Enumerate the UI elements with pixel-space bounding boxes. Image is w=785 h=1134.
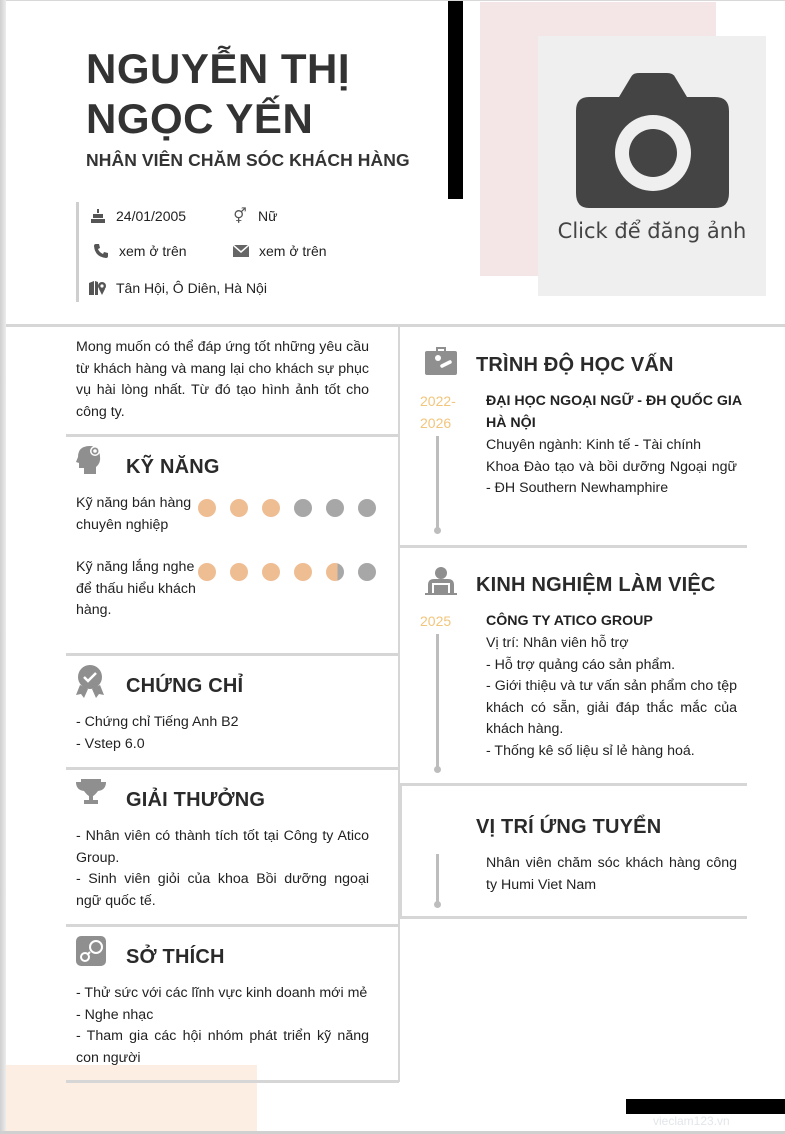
skill-rating [198, 563, 376, 581]
phone: xem ở trên [92, 243, 187, 259]
skills-title: KỸ NĂNG [126, 456, 220, 478]
skill-name: Kỹ năng bán hàng chuyên nghiệp [76, 495, 192, 533]
email: xem ở trên [232, 243, 327, 259]
birthday: 24/01/2005 [89, 208, 186, 224]
person-laptop-icon [425, 567, 453, 599]
steam-icon [76, 936, 104, 968]
watermark: vieclam123.vn [653, 1114, 730, 1128]
position-title: VỊ TRÍ ỨNG TUYỂN [476, 816, 662, 838]
rating-dot-filled [198, 499, 216, 517]
award-item: - Nhân viên có thành tích tốt tại Công ty Atico Group. [76, 828, 369, 866]
candidate-name: NGUYỄN THỊ NGỌC YẾN [86, 45, 351, 142]
phone-icon [92, 243, 110, 259]
section-divider [66, 767, 399, 770]
page-shadow [0, 0, 6, 1134]
certificate-badge-icon [76, 665, 104, 697]
section-divider [66, 434, 399, 437]
timeline-line [436, 854, 439, 904]
page-border [6, 0, 785, 1]
decor-bar [626, 1099, 785, 1114]
skill-name: Kỹ năng lắng nghe để thấu hiểu khách hàng. [76, 559, 196, 618]
section-divider [400, 916, 747, 919]
decor-block [6, 1065, 257, 1131]
mail-icon [232, 243, 250, 259]
photo-upload-label: Click để đăng ảnh [557, 219, 747, 243]
career-objective: Mong muốn có thể đáp ứng tốt những yêu cầu từ khách hàng và mang lại cho khách sự phục vụ hài lòng nhất. Từ đó tạo hình ảnh tốt cho công ty. [76, 339, 369, 420]
rating-dot-filled [230, 499, 248, 517]
photo-upload[interactable] [538, 36, 766, 296]
position-text: Nhân viên chăm sóc khách hàng công ty Humi Viet Nam [486, 855, 737, 893]
camera-icon [575, 73, 730, 209]
gender: ⚥ Nữ [231, 208, 277, 224]
hobby-item: - Thử sức với các lĩnh vực kinh doanh mới mẻ [76, 985, 368, 1001]
cake-icon [89, 208, 107, 224]
rating-dot-empty [294, 499, 312, 517]
section-divider [400, 545, 747, 548]
rating-dot-filled [294, 563, 312, 581]
section-divider [400, 783, 747, 786]
rating-dot-filled [262, 499, 280, 517]
education-title: TRÌNH ĐỘ HỌC VẤN [476, 354, 674, 376]
column-divider [398, 327, 400, 1082]
awards-title: GIẢI THƯỞNG [126, 789, 266, 811]
rating-dot-empty [358, 563, 376, 581]
section-divider [66, 924, 399, 927]
section-divider [66, 1080, 399, 1083]
company-name: CÔNG TY ATICO GROUP [486, 613, 653, 629]
contact-info [76, 202, 376, 302]
certificate-item: - Chứng chỉ Tiếng Anh B2 [76, 714, 239, 730]
school-name: ĐẠI HỌC NGOẠI NGỮ - ĐH QUỐC GIA HÀ NỘI [486, 393, 742, 431]
timeline-dot [434, 766, 441, 773]
decor-bar [448, 1, 463, 199]
rating-dot-empty [358, 499, 376, 517]
skill-rating [198, 499, 376, 517]
hobby-item: - Nghe nhạc [76, 1006, 154, 1023]
section-divider [66, 653, 399, 656]
education-years: 2022- 2026 [420, 393, 456, 431]
experience-year: 2025 [420, 613, 452, 629]
column-border [400, 783, 402, 919]
timeline-dot [434, 901, 441, 908]
certificates-list [76, 712, 369, 755]
rating-dot-partial [326, 563, 344, 581]
header-divider [6, 324, 785, 327]
education-details: Chuyên ngành: Kinh tế - Tài chính Khoa Đào tạo và bồi dưỡng Ngoại ngữ - ĐH Southern Newhamphire [486, 437, 737, 496]
head-lightbulb-icon [76, 443, 104, 475]
rating-dot-filled [230, 563, 248, 581]
certificates-title: CHỨNG CHỈ [126, 675, 244, 697]
timeline-dot [434, 527, 441, 534]
address: Tân Hội, Ô Diên, Hà Nội [89, 280, 267, 296]
timeline-line [436, 436, 439, 530]
briefcase-icon [425, 347, 453, 379]
award-item: - Sinh viên giỏi của khoa Bồi dưỡng ngoại ngữ quốc tế. [76, 871, 369, 909]
awards-list [76, 826, 369, 912]
hobbies-title: SỞ THÍCH [126, 946, 225, 968]
rating-dot-filled [198, 563, 216, 581]
hobbies-list [76, 983, 369, 1069]
certificate-item: - Vstep 6.0 [76, 735, 145, 752]
rating-dot-filled [262, 563, 280, 581]
experience-details: Vị trí: Nhân viên hỗ trợ - Hỗ trợ quảng cáo sản phẩm. - Giới thiệu và tư vấn sản phẩm cho tệp khách có sẵn, giải đáp thắc mắc của khách hàng. - Thống kê số liệu sỉ lẻ hàng hoá. [486, 635, 737, 759]
job-title: NHÂN VIÊN CHĂM SÓC KHÁCH HÀNG [86, 150, 410, 170]
hobby-item: - Tham gia các hội nhóm phát triển kỹ năng con người [76, 1028, 369, 1066]
trophy-icon [76, 779, 104, 811]
map-icon [89, 280, 107, 296]
experience-title: KINH NGHIỆM LÀM VIỆC [476, 574, 716, 596]
gender-icon: ⚥ [233, 208, 247, 225]
timeline-line [436, 634, 439, 768]
rating-dot-empty [326, 499, 344, 517]
